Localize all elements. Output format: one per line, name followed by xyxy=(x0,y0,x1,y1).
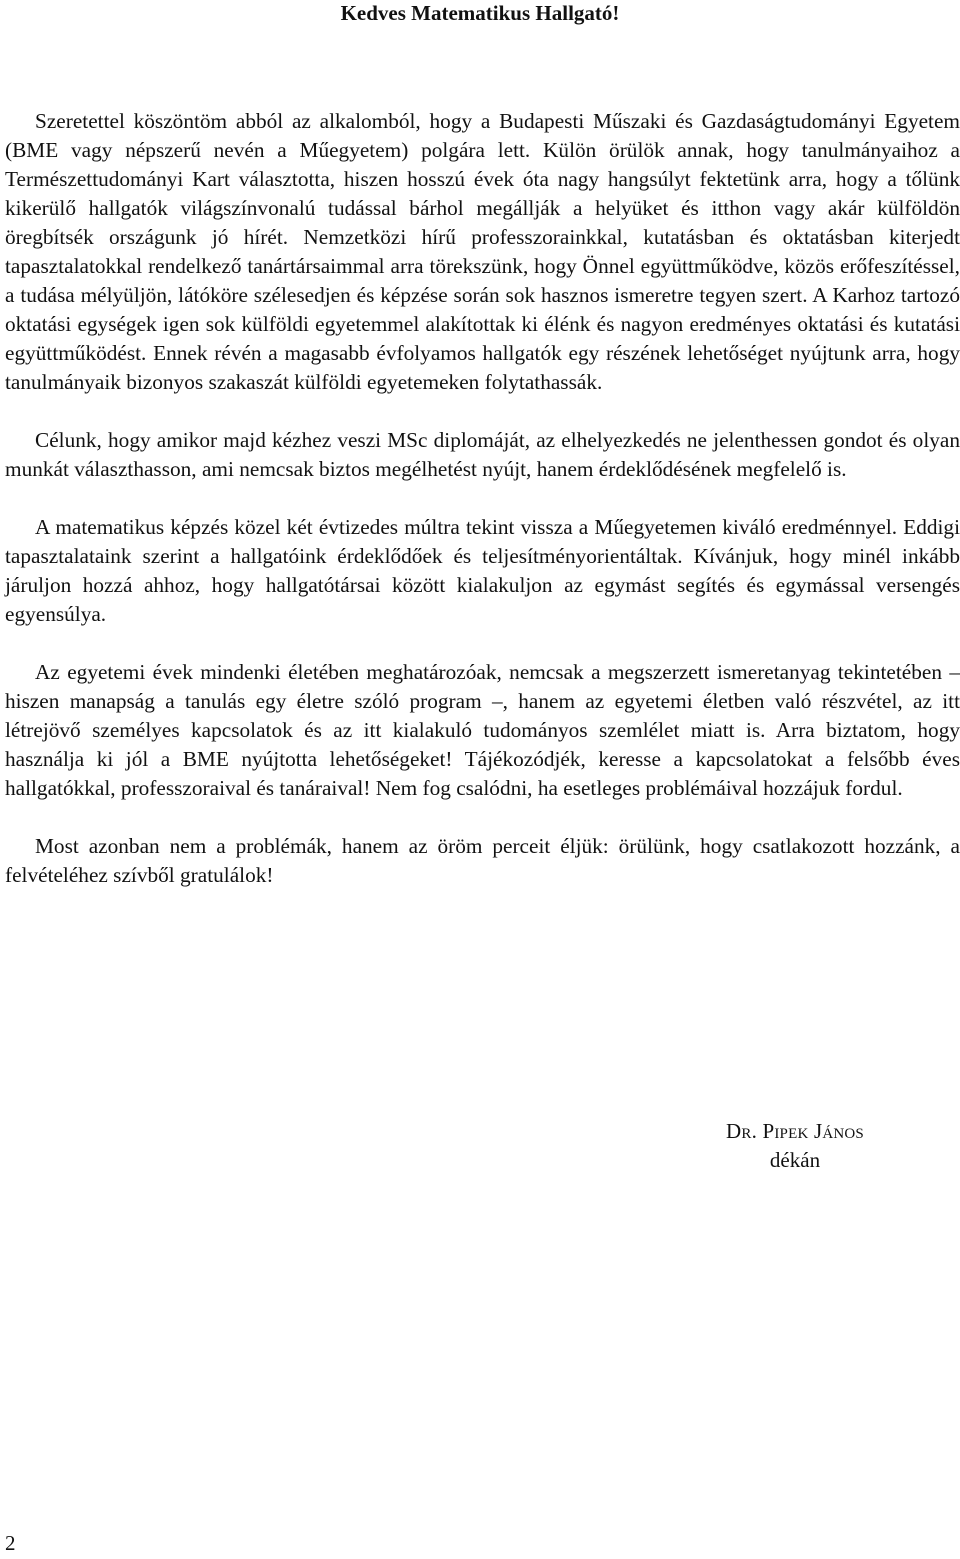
paragraph-2: Célunk, hogy amikor majd kézhez veszi MSc diplomáját, az elhelyezkedés ne jelenthessen gondot és olyan munkát választhasson, ami nemcsak biztos megélhetést nyújt, hanem érdeklődésének megfelelő is. xyxy=(5,428,960,481)
paragraph-5: Most azonban nem a problémák, hanem az öröm perceit éljük: örülünk, hogy csatlakozott hozzánk, a felvételéhez szívből gratulálok! xyxy=(5,834,960,887)
signature-block xyxy=(680,1117,910,1175)
paragraph-4: Az egyetemi évek mindenki életében meghatározóak, nemcsak a megszerzett ismeretanyag tekintetében – hiszen manapság a tanulás egy életre szóló program –, hanem az egyetemi életben való részvétel, az itt létrejövő személyes kapcsolatok és az itt kialakuló tudományos szemlélet miatt is. Arra biztatom, hogy használja ki jól a BME nyújtotta lehetőségeket! Tájékozódjék, keresse a kapcsolatokat a felsőbb éves hallgatókkal, professzoraival és tanáraival! Nem fog csalódni, ha esetleges problémáival hozzájuk fordul. xyxy=(5,660,960,800)
signature-role: dékán xyxy=(769,1148,821,1172)
page-number: 2 xyxy=(5,1531,16,1555)
paragraph-1: Szeretettel köszöntöm abból az alkalomból, hogy a Budapesti Műszaki és Gazdaságtudományi Egyetem (BME vagy népszerű nevén a Műegyetem) polgára lett. Külön örülök annak, hogy tanulmányaihoz a Természettudományi Kart választotta, hiszen hosszú évek óta nagy hangsúlyt fektetünk arra, hogy a tőlünk kikerülő hallgatók világszínvonalú tudással bárhol megállják a helyüket és itthon vagy akár külföldön öregbítsék országunk jó hírét. Nemzetközi hírű professzorainkkal, kutatásban és oktatásban kiterjedt tapasztalatokkal rendelkező tanártársaimmal arra törekszünk, hogy Önnel együttműködve, közös erőfeszítéssel, a tudása mélyüljön, látóköre szélesedjen és képzése során sok hasznos ismeretre tegyen szert. A Karhoz tartozó oktatási egységek igen sok külföldi egyetemmel alakítottak ki élénk és nagyon eredményes oktatási és kutatási együttműködést. Ennek révén a magasabb évfolyamos hallgatók egy részének lehetőséget nyújtunk arra, hogy tanulmányaik bizonyos szakaszát külföldi egyetemeken folytathassák. xyxy=(5,109,960,394)
paragraph-3: A matematikus képzés közel két évtizedes múltra tekint vissza a Műegyetemen kiváló eredménnyel. Eddigi tapasztalataink szerint a hallgatóink érdeklődőek és teljesítményorientáltak. Kívánjuk, hogy minél inkább járuljon hozzá ahhoz, hogy hallgatótársai között kialakuljon az egymást segítés és egymással versengés egyensúlya. xyxy=(5,515,960,626)
letter-body xyxy=(5,107,960,919)
signature-name: Dr. Pipek János xyxy=(726,1119,864,1143)
letter-title: Kedves Matematikus Hallgató! xyxy=(340,1,620,25)
